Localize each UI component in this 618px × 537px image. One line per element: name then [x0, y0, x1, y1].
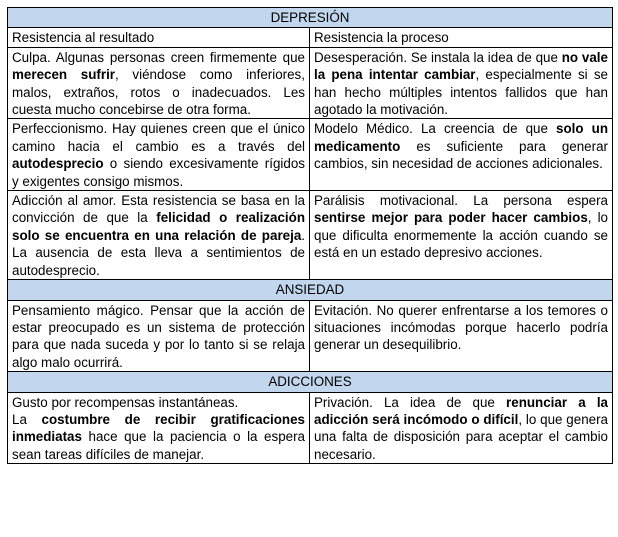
- table-row: [8, 300, 613, 372]
- cell-pensamiento-magico: Pensamiento mágico. Pensar que la acción de estar preocupado es un sistema de protección para que nada suceda y por lo tanto si se relaja algo malo ocurrirá.: [8, 300, 310, 372]
- cell-adiccion-amor: Adicción al amor. Esta resistencia se basa en la convicción de que la felicidad o realización solo se encuentra en una relación de pareja. La ausencia de esta lleva a sentimientos de autodesprecio.: [8, 191, 310, 280]
- section-header-depresion: DEPRESIÓN: [8, 8, 613, 28]
- cell-modelo-medico: Modelo Médico. La creencia de que solo un medicamento es suficiente para generar cambios, sin necesidad de acciones adicionales.: [310, 119, 613, 191]
- section-header-ansiedad: ANSIEDAD: [8, 280, 613, 300]
- cell-desesperacion: Desesperación. Se instala la idea de que no vale la pena intentar cambiar, especialmente si se han hecho múltiples intentos fallidos que han agotado la motivación.: [310, 47, 613, 119]
- cell-privacion: Privación. La idea de que renunciar a la adicción será incómodo o difícil, lo que genera una falta de disposición para aceptar el cambio necesario.: [310, 392, 613, 464]
- table-row: [8, 191, 613, 280]
- section-header-row: [8, 372, 613, 392]
- cell-paralisis: Parálisis motivacional. La persona espera sentirse mejor para poder hacer cambios, lo que dificulta enormemente la acción cuando se está en un estado depresivo acciones.: [310, 191, 613, 280]
- column-header-proceso: Resistencia la proceso: [310, 28, 613, 47]
- section-header-adicciones: ADICCIONES: [8, 372, 613, 392]
- section-header-row: [8, 280, 613, 300]
- column-header-resultado: Resistencia al resultado: [8, 28, 310, 47]
- cell-evitacion: Evitación. No querer enfrentarse a los temores o situaciones incómodas porque hacerlo podría generar un desequilibrio.: [310, 300, 613, 372]
- column-header-row: [8, 28, 613, 47]
- cell-gusto-recompensas: Gusto por recompensas instantáneas. La costumbre de recibir gratificaciones inmediatas hace que la paciencia o la espera sean tareas difíciles de manejar.: [8, 392, 310, 464]
- table-row: [8, 47, 613, 119]
- section-header-row: [8, 8, 613, 28]
- resistance-table: [7, 7, 613, 464]
- cell-perfeccionismo: Perfeccionismo. Hay quienes creen que el único camino hacia el cambio es a través del autodesprecio o siendo excesivamente rígidos y exigentes consigo mismos.: [8, 119, 310, 191]
- cell-culpa: Culpa. Algunas personas creen firmemente que merecen sufrir, viéndose como inferiores, malos, extraños, rotos o inadecuados. Les cuesta mucho concebirse de otra forma.: [8, 47, 310, 119]
- table-row: [8, 119, 613, 191]
- table-row: [8, 392, 613, 464]
